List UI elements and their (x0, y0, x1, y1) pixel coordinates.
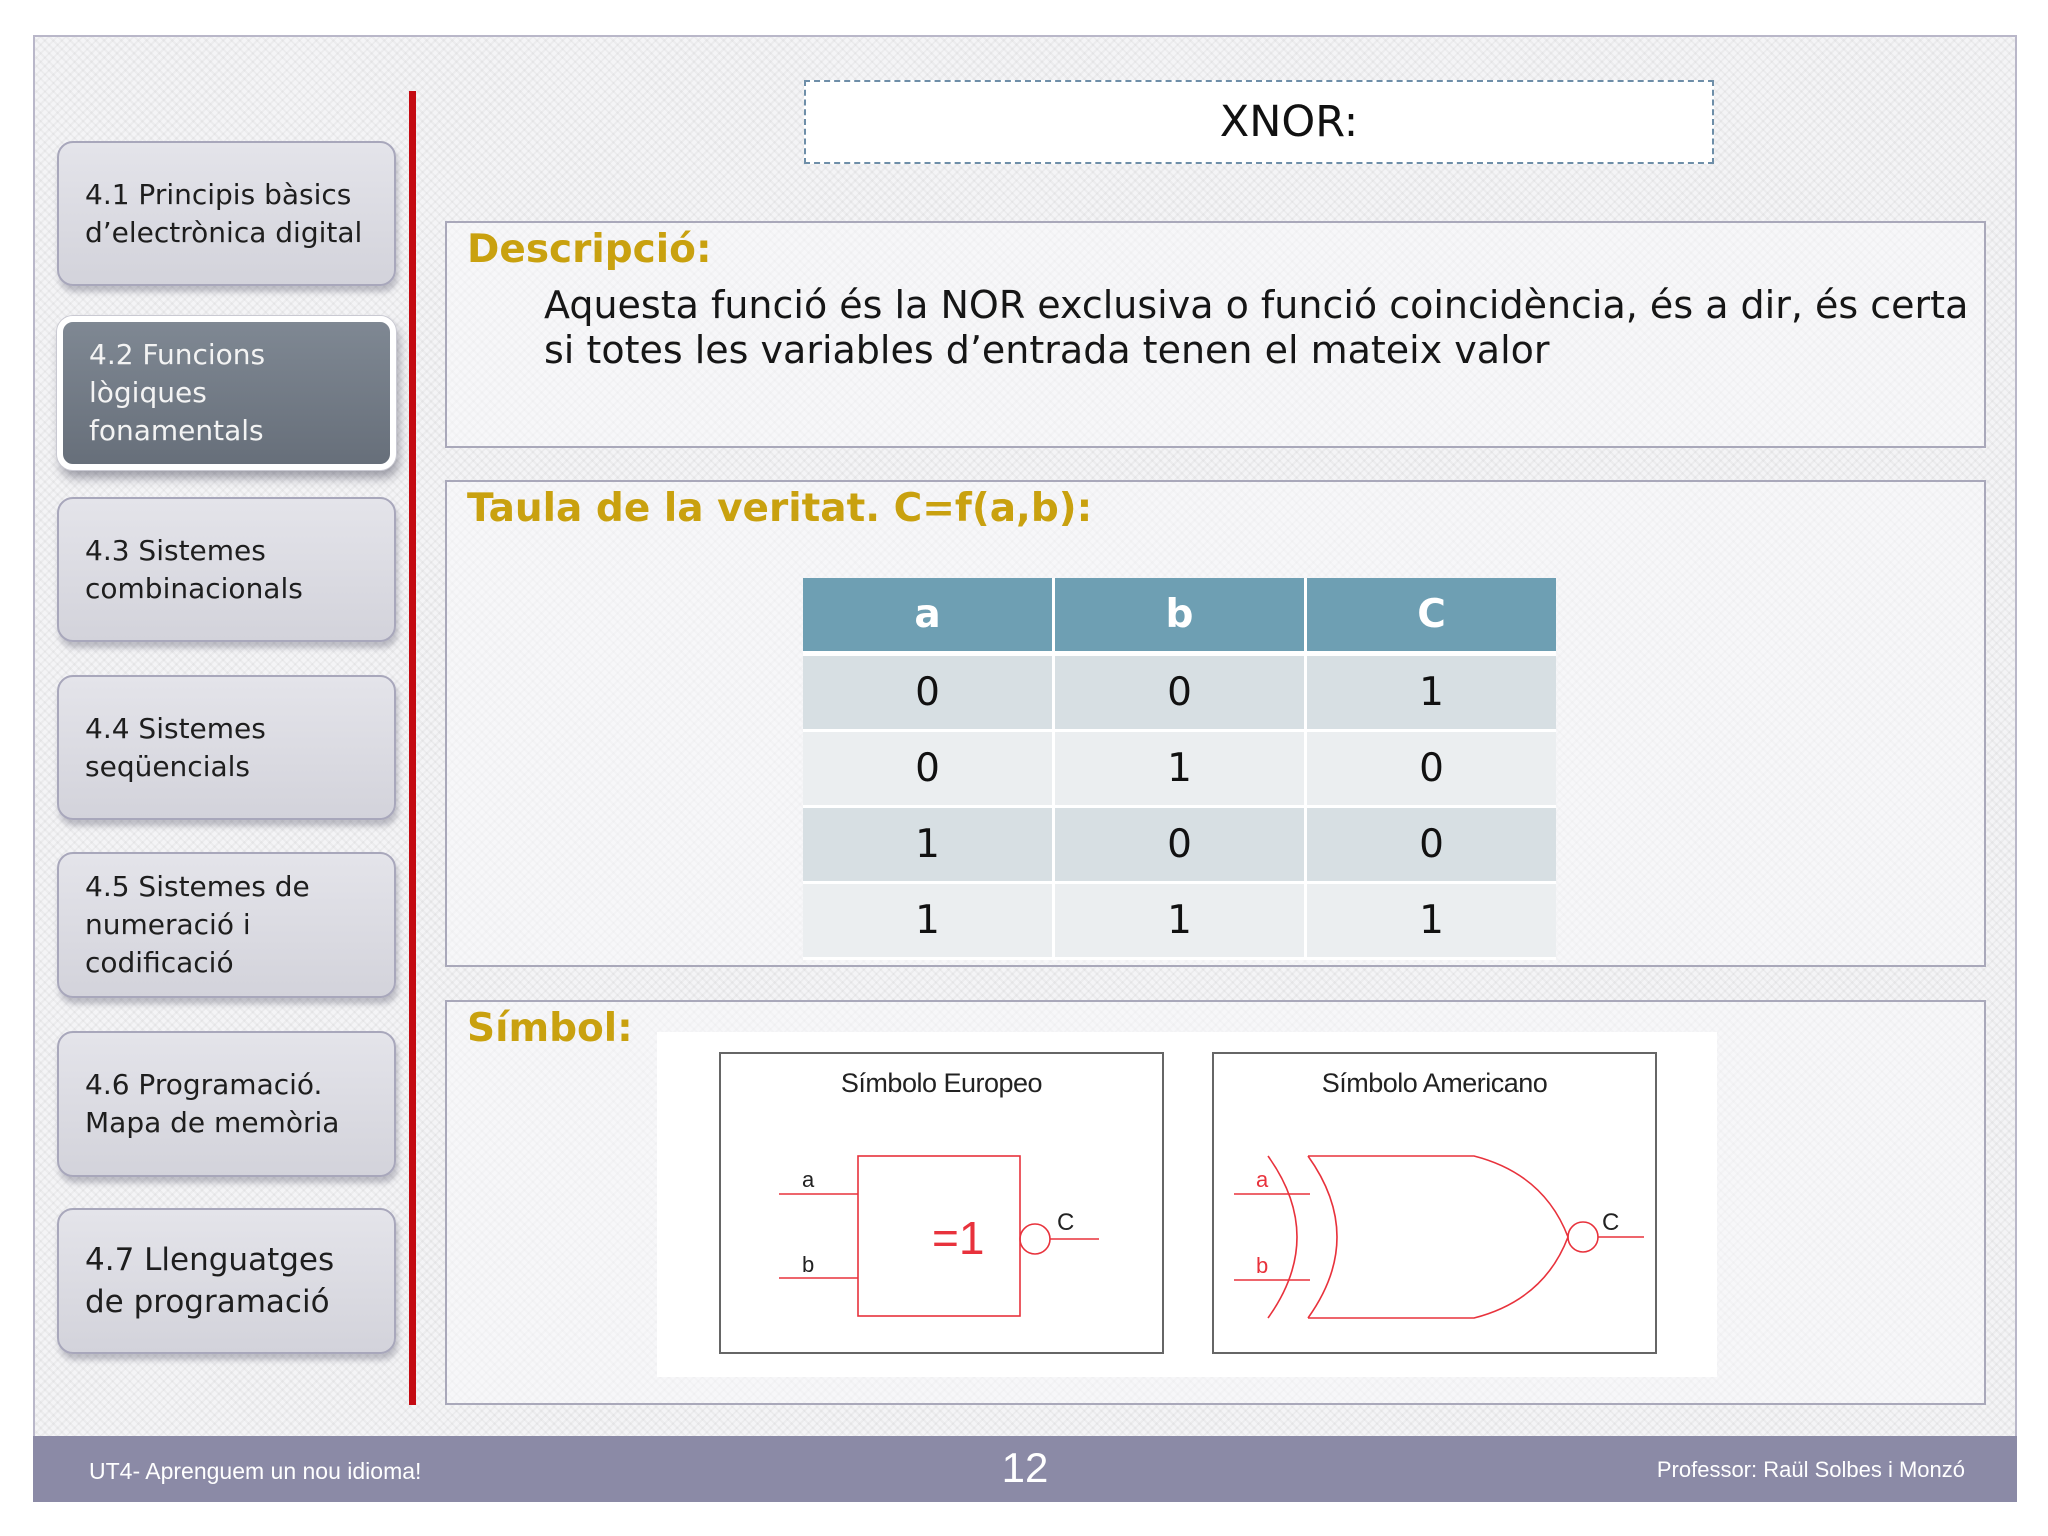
slide-title-text: XNOR: (1219, 97, 1359, 147)
european-input-a: a (802, 1167, 815, 1192)
nav-item-label: 4.4 Sistemes seqüencials (85, 711, 266, 783)
nav-item-funcions-active[interactable] (57, 316, 396, 470)
footer-unit-title: UT4- Aprenguem un nou idioma! (89, 1458, 422, 1484)
table-cell: 0 (803, 654, 1054, 731)
european-gate-drawing (721, 1054, 1166, 1356)
page-number: 12 (1001, 1444, 1049, 1491)
table-cell: 1 (1306, 654, 1557, 731)
european-output-c: C (1057, 1209, 1075, 1236)
description-heading: Descripció: (467, 227, 712, 272)
american-output-c: C (1602, 1209, 1620, 1236)
truth-table-header-row (803, 578, 1556, 654)
nav-item-sequencials[interactable] (57, 675, 396, 820)
nav-item-llenguatges[interactable] (57, 1208, 396, 1354)
american-input-b: b (1256, 1253, 1269, 1278)
american-gate-drawing (1214, 1054, 1659, 1356)
table-cell: 1 (1054, 731, 1306, 807)
table-cell: 0 (1306, 807, 1557, 883)
column-header-c: C (1306, 578, 1557, 654)
table-row (803, 883, 1556, 959)
description-panel (445, 221, 1986, 448)
nav-divider (409, 91, 416, 1405)
column-header-a: a (803, 578, 1054, 654)
nav-item-principis[interactable] (57, 141, 396, 286)
slide-title (804, 80, 1714, 164)
description-text: Aquesta funció és la NOR exclusiva o funció coincidència, és a dir, és certa si totes les variables d’entrada tenen el mateix valor (544, 283, 1969, 372)
nav-item-label: 4.2 Funcions lògiques fonamentals (89, 338, 266, 447)
symbol-panel (445, 1000, 1986, 1405)
nav-item-programacio[interactable] (57, 1031, 396, 1177)
table-row (803, 731, 1556, 807)
nav-item-numeracio[interactable] (57, 852, 396, 998)
table-cell: 1 (1306, 883, 1557, 959)
symbol-image (657, 1032, 1717, 1377)
nav-item-label: 4.1 Principis bàsics d’electrònica digital (85, 177, 363, 249)
table-cell: 1 (1054, 883, 1306, 959)
european-input-b: b (802, 1252, 815, 1277)
table-row (803, 807, 1556, 883)
european-symbol-title: Símbolo Europeo (840, 1068, 1043, 1098)
footer-bar (33, 1436, 2017, 1502)
table-cell: 0 (1306, 731, 1557, 807)
american-symbol (1212, 1052, 1657, 1354)
american-symbol-title: Símbolo Americano (1321, 1068, 1548, 1098)
symbol-heading: Símbol: (467, 1006, 633, 1051)
truth-table (803, 578, 1556, 960)
nav-item-label: 4.5 Sistemes de numeració i codificació (85, 870, 310, 979)
table-cell: 0 (1054, 807, 1306, 883)
truth-table-panel (445, 480, 1986, 967)
table-cell: 1 (803, 807, 1054, 883)
european-gate-label: =1 (932, 1212, 985, 1264)
nav-item-label: 4.3 Sistemes combinacionals (85, 533, 303, 605)
footer-author: Professor: Raül Solbes i Monzó (1656, 1457, 1965, 1482)
nav-item-label: 4.6 Programació. Mapa de memòria (85, 1068, 340, 1139)
table-row (803, 654, 1556, 731)
table-cell: 0 (803, 731, 1054, 807)
nav-item-combinacionals[interactable] (57, 497, 396, 642)
european-symbol (719, 1052, 1164, 1354)
american-input-a: a (1256, 1167, 1269, 1192)
truth-table-heading: Taula de la veritat. C=f(a,b): (467, 486, 1093, 531)
nav-item-label: 4.7 Llenguatges de programació (85, 1242, 335, 1320)
column-header-b: b (1054, 578, 1306, 654)
table-cell: 1 (803, 883, 1054, 959)
table-cell: 0 (1054, 654, 1306, 731)
